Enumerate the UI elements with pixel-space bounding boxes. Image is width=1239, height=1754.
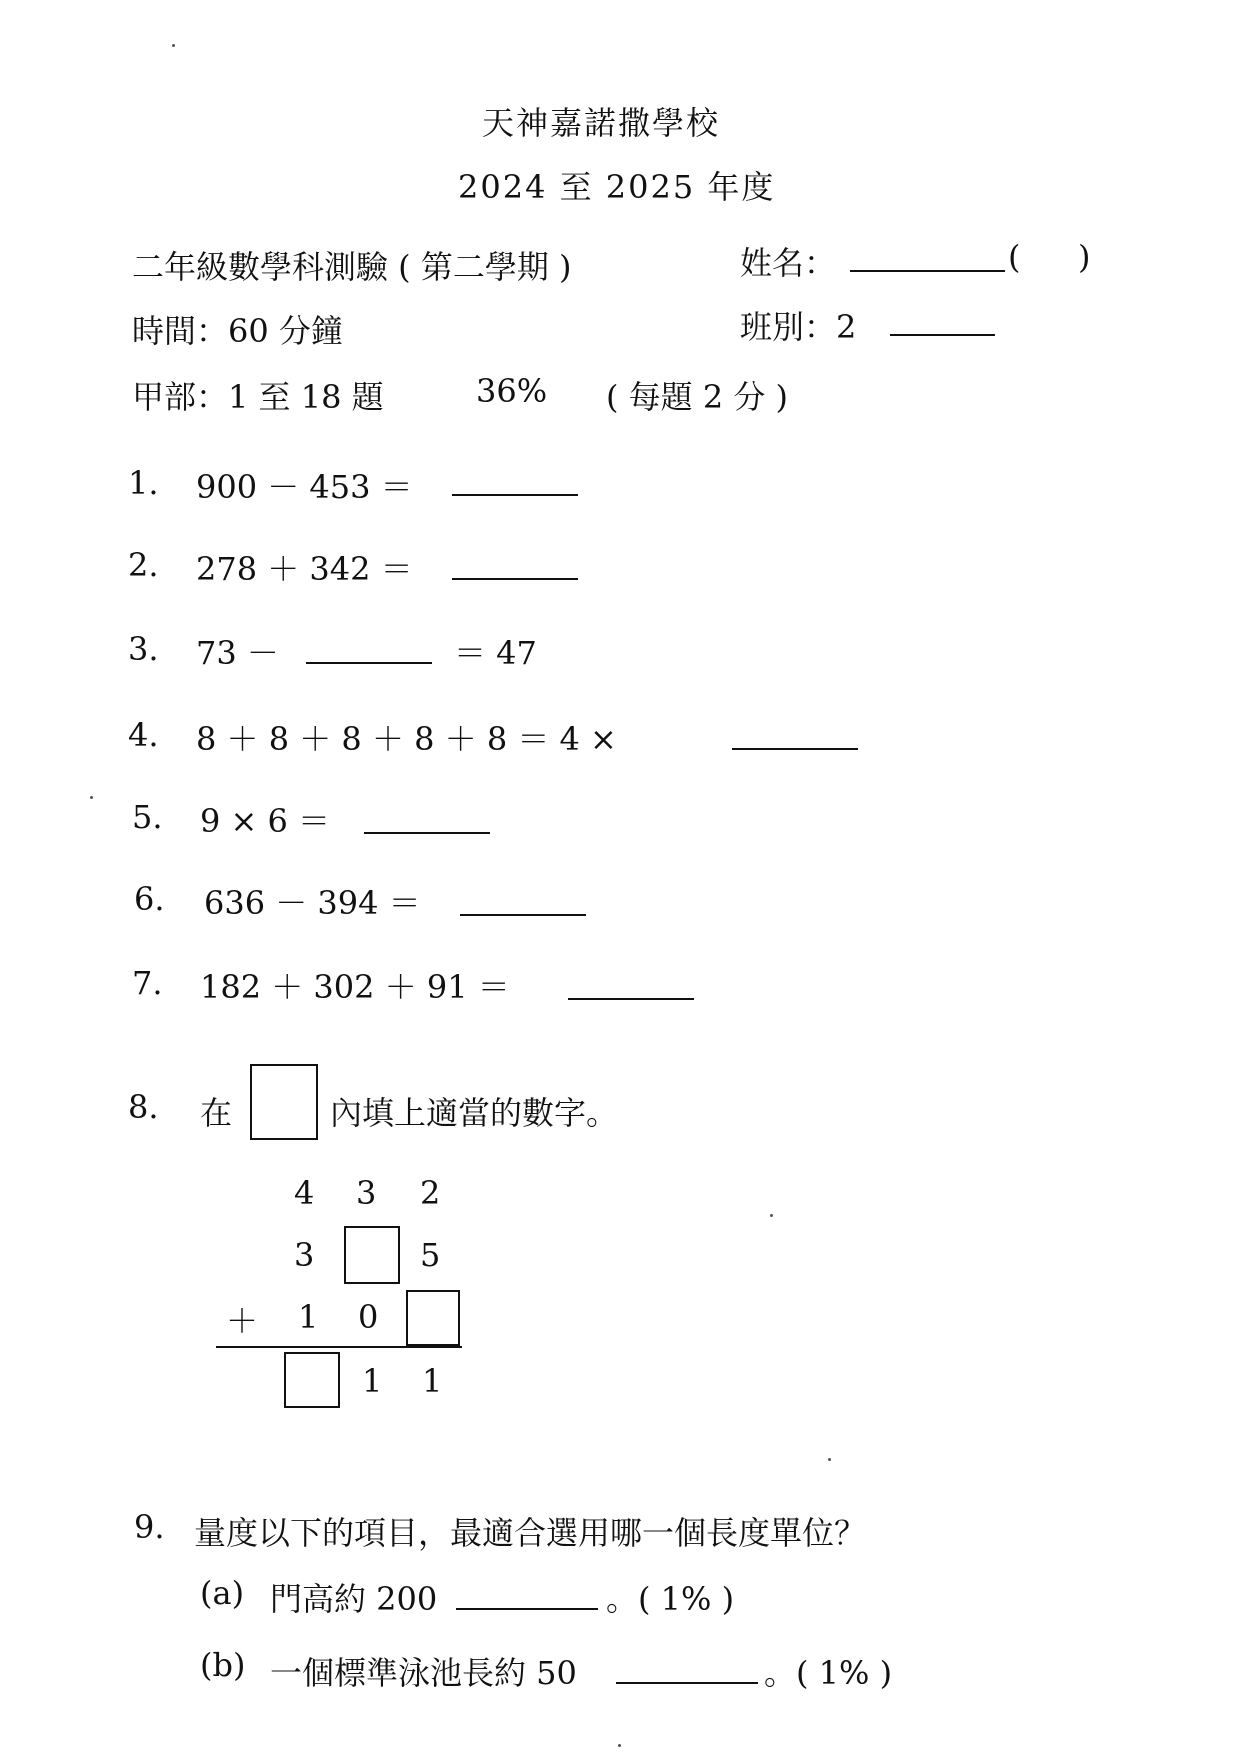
- q5-expression: 9 × 6 ＝: [200, 802, 331, 840]
- q6-expression: 636 － 394 ＝: [204, 884, 421, 922]
- q8-row3-ones-box[interactable]: [406, 1290, 460, 1346]
- q3-expression-left: 73 －: [196, 634, 279, 672]
- q9a-label: (a): [200, 1574, 245, 1612]
- test-title: 二年級數學科測驗 ( 第二學期 ): [132, 248, 572, 286]
- name-paren-close: ): [1078, 238, 1091, 276]
- q8-result-ones: 1: [422, 1362, 443, 1400]
- q8-row1-tens: 3: [356, 1174, 377, 1212]
- q9a-end: 。( 1% ): [606, 1580, 735, 1618]
- q9a-text: 門高約 200: [270, 1580, 438, 1618]
- q3-expression-right: ＝ 47: [454, 634, 537, 672]
- q9-number: 9.: [134, 1508, 165, 1546]
- name-paren-open: (: [1008, 238, 1021, 276]
- scan-speck: [828, 1458, 831, 1461]
- scan-speck: [770, 1214, 773, 1217]
- q8-row2-ones: 5: [420, 1236, 441, 1274]
- q1-answer-blank[interactable]: [452, 494, 578, 496]
- q5-number: 5.: [132, 798, 163, 836]
- name-field[interactable]: [850, 270, 1005, 272]
- q4-number: 4.: [128, 716, 159, 754]
- q6-answer-blank[interactable]: [460, 914, 586, 916]
- q6-number: 6.: [134, 880, 165, 918]
- section-percent: 36%: [476, 372, 548, 410]
- time-label: 時間：60 分鐘: [132, 312, 343, 350]
- q9-prompt: 量度以下的項目，最適合選用哪一個長度單位？: [194, 1514, 867, 1552]
- q8-number: 8.: [128, 1088, 159, 1126]
- q9a-answer-blank[interactable]: [456, 1608, 598, 1610]
- q2-expression: 278 ＋ 342 ＝: [196, 550, 413, 588]
- class-field[interactable]: [890, 334, 995, 336]
- q8-prefix: 在: [200, 1094, 233, 1132]
- q4-answer-blank[interactable]: [732, 748, 858, 750]
- scan-speck: [172, 44, 175, 47]
- section-marks: ( 每題 2 分 ): [606, 378, 789, 416]
- q7-answer-blank[interactable]: [568, 998, 694, 1000]
- q8-result-tens: 1: [362, 1362, 383, 1400]
- q2-answer-blank[interactable]: [452, 578, 578, 580]
- q9b-text: 一個標準泳池長約 50: [270, 1654, 577, 1692]
- q5-answer-blank[interactable]: [364, 832, 490, 834]
- q3-number: 3.: [128, 630, 159, 668]
- scan-speck: [90, 796, 93, 799]
- school-name: 天神嘉諾撒學校: [482, 104, 721, 142]
- q9b-label: (b): [200, 1646, 246, 1684]
- q7-number: 7.: [132, 964, 163, 1002]
- q8-row2-hundreds: 3: [294, 1236, 315, 1274]
- q1-expression: 900 － 453 ＝: [196, 468, 413, 506]
- q8-result-hundreds-box[interactable]: [284, 1352, 340, 1408]
- q2-number: 2.: [128, 546, 159, 584]
- q8-row3-tens: 0: [358, 1298, 379, 1336]
- q8-sum-line: [216, 1346, 462, 1348]
- q4-expression: 8 ＋ 8 ＋ 8 ＋ 8 ＋ 8 ＝ 4 ×: [196, 720, 617, 758]
- q1-number: 1.: [128, 464, 159, 502]
- q8-row1-hundreds: 4: [294, 1174, 315, 1212]
- q8-suffix: 內填上適當的數字。: [330, 1094, 619, 1132]
- scan-speck: [618, 1744, 621, 1747]
- q7-expression: 182 ＋ 302 ＋ 91 ＝: [200, 968, 510, 1006]
- q8-row1-ones: 2: [420, 1174, 441, 1212]
- q3-answer-blank[interactable]: [306, 662, 432, 664]
- q9b-answer-blank[interactable]: [616, 1682, 758, 1684]
- name-label: 姓名：: [740, 244, 837, 282]
- section-label: 甲部：1 至 18 題: [132, 378, 384, 416]
- q9b-end: 。( 1% ): [764, 1654, 893, 1692]
- q8-example-box: [250, 1064, 318, 1140]
- q8-plus-sign: ＋: [226, 1302, 259, 1340]
- class-label: 班別：2: [740, 308, 857, 346]
- q8-row2-tens-box[interactable]: [344, 1226, 400, 1284]
- q8-row3-hundreds: 1: [298, 1298, 319, 1336]
- school-year: 2024 至 2025 年度: [458, 168, 776, 206]
